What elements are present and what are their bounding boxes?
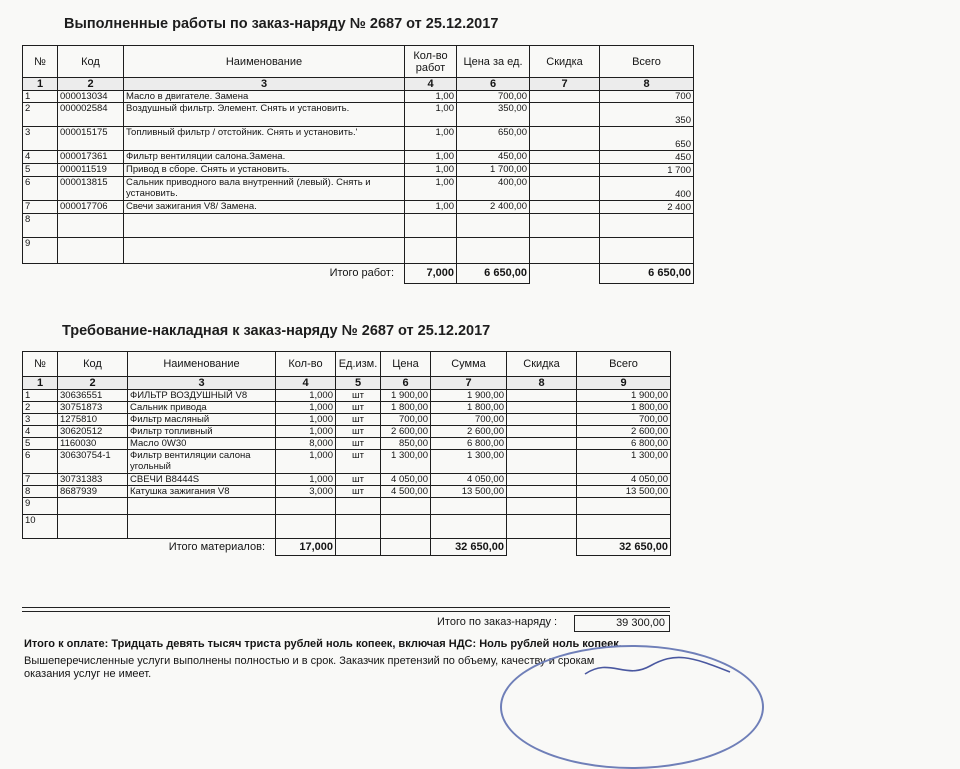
cell-price: 400,00 [457,177,530,201]
cell-n: 8 [23,214,58,238]
cell-code: 000011519 [58,164,124,177]
cell-code: 1160030 [58,438,128,450]
cell-total [577,498,671,515]
table-row [23,238,694,264]
materials-header-row [23,352,671,377]
cell-code: 1275810 [58,414,128,426]
cell-code [58,214,124,238]
cell-code [58,498,128,515]
table-row [23,127,694,151]
cell-price: 1 300,00 [381,450,431,474]
cell-qty [276,498,336,515]
cell-price: 350,00 [457,103,530,127]
col-number: 6 [381,377,431,390]
cell-unit [336,498,381,515]
cell-price [457,214,530,238]
cell-discount [530,214,600,238]
cell-qty [405,214,457,238]
table-row [23,177,694,201]
grand-total-value: 39 300,00 [574,615,670,632]
cell-n: 10 [23,515,58,539]
materials-header-discount: Скидка [507,352,577,377]
cell-sum [431,498,507,515]
cell-code: 000015175 [58,127,124,151]
works-total-sum: 6 650,00 [600,264,694,284]
cell-code: 30731383 [58,474,128,486]
cell-code: 30751873 [58,402,128,414]
works-title: Выполненные работы по заказ-наряду № 2687 от 25.12.2017 [64,16,499,32]
cell-discount [507,450,577,474]
cell-code: 30630754-1 [58,450,128,474]
cell-qty: 1,000 [276,450,336,474]
materials-total-sum: 32 650,00 [431,539,507,556]
table-row [23,438,671,450]
signature [580,652,740,682]
cell-sum: 13 500,00 [431,486,507,498]
cell-sum: 1 800,00 [431,402,507,414]
cell-qty: 1,00 [405,127,457,151]
cell-sum: 700,00 [431,414,507,426]
materials-total-all: 32 650,00 [577,539,671,556]
materials-total-price [381,539,431,556]
cell-qty: 1,000 [276,414,336,426]
col-number: 9 [577,377,671,390]
cell-price: 700,00 [381,414,431,426]
col-number: 7 [530,78,600,91]
separator-line [22,611,670,612]
cell-total: 700,00 [577,414,671,426]
works-header-code: Код [58,46,124,78]
cell-name [128,498,276,515]
cell-price: 700,00 [457,91,530,103]
cell-qty: 1,00 [405,201,457,214]
cell-price: 450,00 [457,151,530,164]
cell-name: Фильтр вентиляции салона.Замена. [124,151,405,164]
cell-price [381,498,431,515]
cell-name: Масло 0W30 [128,438,276,450]
table-row [23,103,694,127]
cell-n: 9 [23,238,58,264]
table-row [23,450,671,474]
cell-total [600,238,694,264]
materials-total-unit [336,539,381,556]
cell-discount [530,103,600,127]
cell-n: 4 [23,151,58,164]
cell-name: Топливный фильтр / отстойник. Снять и установить.' [124,127,405,151]
materials-header-price: Цена [381,352,431,377]
cell-total: 1 700 [600,164,694,177]
cell-total: 1 800,00 [577,402,671,414]
col-number: 3 [124,78,405,91]
table-row [23,214,694,238]
cell-sum: 2 600,00 [431,426,507,438]
cell-n: 1 [23,91,58,103]
cell-total: 4 050,00 [577,474,671,486]
cell-unit: шт [336,426,381,438]
works-column-numbers [23,78,694,91]
cell-price: 2 600,00 [381,426,431,438]
cell-code: 000017361 [58,151,124,164]
col-number: 8 [507,377,577,390]
cell-sum: 4 050,00 [431,474,507,486]
cell-price [457,238,530,264]
table-row [23,426,671,438]
col-number: 3 [128,377,276,390]
table-row [23,201,694,214]
cell-code: 000002584 [58,103,124,127]
cell-n: 3 [23,414,58,426]
materials-header-unit: Ед.изм. [336,352,381,377]
cell-discount [530,127,600,151]
cell-discount [507,426,577,438]
materials-total-qty: 17,000 [276,539,336,556]
table-row [23,486,671,498]
cell-n: 6 [23,450,58,474]
cell-qty: 8,000 [276,438,336,450]
cell-price: 1 900,00 [381,390,431,402]
cell-total: 450 [600,151,694,164]
works-total-row [23,264,694,284]
col-number: 6 [457,78,530,91]
table-row [23,515,671,539]
cell-qty: 1,00 [405,151,457,164]
works-total-gap [530,264,600,284]
cell-price: 850,00 [381,438,431,450]
works-header-row [23,46,694,78]
cell-unit [336,515,381,539]
materials-total-row [23,539,671,556]
cell-name: Привод в сборе. Снять и установить. [124,164,405,177]
cell-n: 9 [23,498,58,515]
cell-qty: 1,000 [276,474,336,486]
cell-qty [276,515,336,539]
col-number: 4 [276,377,336,390]
grand-total-label: Итого по заказ-наряду : [437,616,558,628]
cell-n: 1 [23,390,58,402]
cell-n: 3 [23,127,58,151]
cell-discount [507,486,577,498]
works-table [22,45,694,284]
cell-unit: шт [336,474,381,486]
cell-discount [507,474,577,486]
cell-discount [507,414,577,426]
cell-code: 30620512 [58,426,128,438]
cell-discount [507,390,577,402]
cell-sum: 1 900,00 [431,390,507,402]
cell-code: 000013034 [58,91,124,103]
works-total-qty: 7,000 [405,264,457,284]
cell-discount [530,164,600,177]
table-row [23,474,671,486]
works-header-price: Цена за ед. [457,46,530,78]
cell-price: 1 800,00 [381,402,431,414]
table-row [23,390,671,402]
table-row [23,402,671,414]
cell-qty: 1,000 [276,426,336,438]
cell-qty: 1,00 [405,91,457,103]
cell-total: 700 [600,91,694,103]
cell-price: 2 400,00 [457,201,530,214]
cell-n: 2 [23,402,58,414]
cell-total [600,214,694,238]
cell-n: 5 [23,164,58,177]
cell-total: 400 [600,177,694,201]
cell-unit: шт [336,402,381,414]
col-number: 8 [600,78,694,91]
materials-column-numbers [23,377,671,390]
cell-unit: шт [336,414,381,426]
materials-header-no: № [23,352,58,377]
cell-sum [431,515,507,539]
materials-header-code: Код [58,352,128,377]
cell-name: Воздушный фильтр. Элемент. Снять и установить. [124,103,405,127]
works-header-total: Всего [600,46,694,78]
cell-unit: шт [336,450,381,474]
separator-line [22,607,670,608]
cell-total: 1 900,00 [577,390,671,402]
cell-discount [507,438,577,450]
cell-name [128,515,276,539]
payment-text: Итого к оплате: Тридцать девять тысяч триста рублей ноль копеек, включая НДС: Ноль рублей ноль копеек. [24,638,622,650]
cell-total: 650 [600,127,694,151]
cell-unit: шт [336,486,381,498]
materials-header-qty: Кол-во [276,352,336,377]
table-row [23,498,671,515]
works-header-no: № [23,46,58,78]
cell-qty: 1,000 [276,390,336,402]
cell-total: 350 [600,103,694,127]
cell-n: 2 [23,103,58,127]
cell-code: 30636551 [58,390,128,402]
cell-unit: шт [336,438,381,450]
note-line-2: оказания услуг не имеет. [24,668,152,680]
cell-qty: 3,000 [276,486,336,498]
cell-code [58,238,124,264]
col-number: 1 [23,377,58,390]
cell-qty: 1,00 [405,177,457,201]
cell-name: ФИЛЬТР ВОЗДУШНЫЙ V8 [128,390,276,402]
cell-name [124,214,405,238]
col-number: 2 [58,78,124,91]
cell-discount [507,402,577,414]
table-row [23,164,694,177]
cell-discount [507,515,577,539]
cell-total [577,515,671,539]
table-row [23,151,694,164]
cell-name: Фильтр масляный [128,414,276,426]
cell-n: 5 [23,438,58,450]
cell-n: 7 [23,201,58,214]
table-row [23,414,671,426]
cell-name: Сальник привода [128,402,276,414]
works-total-label: Итого работ: [329,267,394,280]
cell-price: 650,00 [457,127,530,151]
cell-discount [507,498,577,515]
cell-sum: 6 800,00 [431,438,507,450]
materials-header-sum: Сумма [431,352,507,377]
cell-name [124,238,405,264]
cell-qty [405,238,457,264]
cell-name: Катушка зажигания V8 [128,486,276,498]
cell-discount [530,177,600,201]
materials-header-total: Всего [577,352,671,377]
cell-n: 7 [23,474,58,486]
cell-name: Масло в двигателе. Замена [124,91,405,103]
cell-unit: шт [336,390,381,402]
col-number: 4 [405,78,457,91]
cell-qty: 1,00 [405,164,457,177]
cell-code: 8687939 [58,486,128,498]
cell-total: 2 600,00 [577,426,671,438]
col-number: 1 [23,78,58,91]
col-number: 2 [58,377,128,390]
note-line-1: Вышеперечисленные услуги выполнены полностью и в срок. Заказчик претензий по объему, качеству и срокам [24,655,595,667]
cell-code: 000017706 [58,201,124,214]
cell-price: 4 050,00 [381,474,431,486]
cell-discount [530,91,600,103]
works-total-price: 6 650,00 [457,264,530,284]
cell-n: 4 [23,426,58,438]
materials-header-name: Наименование [128,352,276,377]
cell-total: 6 800,00 [577,438,671,450]
cell-qty: 1,00 [405,103,457,127]
cell-price: 4 500,00 [381,486,431,498]
materials-table [22,351,671,556]
cell-name: Свечи зажигания V8/ Замена. [124,201,405,214]
cell-discount [530,201,600,214]
cell-price [381,515,431,539]
cell-qty: 1,000 [276,402,336,414]
cell-code: 000013815 [58,177,124,201]
cell-total: 1 300,00 [577,450,671,474]
cell-name: СВЕЧИ B8444S [128,474,276,486]
materials-total-gap [507,539,577,556]
cell-discount [530,238,600,264]
cell-total: 13 500,00 [577,486,671,498]
cell-n: 8 [23,486,58,498]
table-row [23,91,694,103]
cell-name: Фильтр топливный [128,426,276,438]
cell-code [58,515,128,539]
cell-discount [530,151,600,164]
col-number: 7 [431,377,507,390]
cell-name: Фильтр вентиляции салона угольный [128,450,276,474]
cell-n: 6 [23,177,58,201]
materials-title: Требование-накладная к заказ-наряду № 2687 от 25.12.2017 [62,323,491,339]
works-header-name: Наименование [124,46,405,78]
cell-name: Сальник приводного вала внутренний (левый). Снять и установить. [124,177,405,201]
cell-total: 2 400 [600,201,694,214]
works-header-discount: Скидка [530,46,600,78]
col-number: 5 [336,377,381,390]
materials-total-label: Итого материалов: [168,540,265,553]
cell-price: 1 700,00 [457,164,530,177]
works-header-qty: Кол-во работ [405,46,457,78]
cell-sum: 1 300,00 [431,450,507,474]
